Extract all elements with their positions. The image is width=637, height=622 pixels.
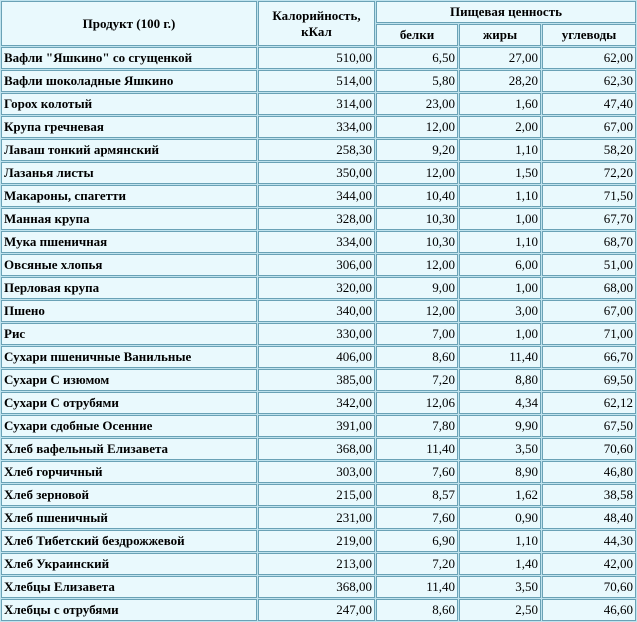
- product-name-cell: Хлебцы Елизавета: [1, 576, 257, 598]
- fat-cell: 1,00: [459, 323, 541, 345]
- fat-cell: 3,50: [459, 438, 541, 460]
- fat-cell: 1,10: [459, 530, 541, 552]
- header-row-top: [1, 1, 636, 23]
- carbs-cell: 62,00: [542, 47, 636, 69]
- calories-cell: 391,00: [258, 415, 375, 437]
- fat-cell: 3,00: [459, 300, 541, 322]
- table-body: [1, 47, 636, 621]
- carbs-cell: 38,58: [542, 484, 636, 506]
- protein-cell: 6,90: [376, 530, 458, 552]
- product-name-cell: Горох колотый: [1, 93, 257, 115]
- product-name-cell: Овсяные хлопья: [1, 254, 257, 276]
- carbs-cell: 67,70: [542, 208, 636, 230]
- carbs-cell: 62,12: [542, 392, 636, 414]
- product-name-cell: Хлебцы с отрубями: [1, 599, 257, 621]
- carbs-cell: 46,60: [542, 599, 636, 621]
- protein-cell: 7,20: [376, 553, 458, 575]
- table-row: [1, 369, 636, 391]
- product-name-cell: Хлеб зерновой: [1, 484, 257, 506]
- product-name-cell: Лаваш тонкий армянский: [1, 139, 257, 161]
- protein-cell: 7,00: [376, 323, 458, 345]
- column-header-calories: Калорийность, кКал: [258, 1, 375, 46]
- table-row: [1, 47, 636, 69]
- product-name-cell: Рис: [1, 323, 257, 345]
- table-row: [1, 162, 636, 184]
- calories-cell: 368,00: [258, 438, 375, 460]
- fat-cell: 1,62: [459, 484, 541, 506]
- product-name-cell: Крупа гречневая: [1, 116, 257, 138]
- carbs-cell: 58,20: [542, 139, 636, 161]
- protein-cell: 9,00: [376, 277, 458, 299]
- fat-cell: 1,40: [459, 553, 541, 575]
- table-header: [1, 1, 636, 46]
- calories-cell: 330,00: [258, 323, 375, 345]
- product-name-cell: Сухари С отрубями: [1, 392, 257, 414]
- fat-cell: 1,10: [459, 185, 541, 207]
- carbs-cell: 69,50: [542, 369, 636, 391]
- product-name-cell: Мука пшеничная: [1, 231, 257, 253]
- table-row: [1, 576, 636, 598]
- table-row: [1, 438, 636, 460]
- product-name-cell: Макароны, спагетти: [1, 185, 257, 207]
- table-row: [1, 70, 636, 92]
- fat-cell: 28,20: [459, 70, 541, 92]
- fat-cell: 1,60: [459, 93, 541, 115]
- protein-cell: 7,60: [376, 507, 458, 529]
- fat-cell: 3,50: [459, 576, 541, 598]
- protein-cell: 11,40: [376, 576, 458, 598]
- protein-cell: 12,00: [376, 254, 458, 276]
- protein-cell: 10,30: [376, 208, 458, 230]
- carbs-cell: 71,00: [542, 323, 636, 345]
- protein-cell: 12,00: [376, 116, 458, 138]
- table-row: [1, 507, 636, 529]
- table-row: [1, 231, 636, 253]
- carbs-cell: 67,00: [542, 116, 636, 138]
- product-name-cell: Вафли "Яшкино" со сгущенкой: [1, 47, 257, 69]
- column-header-product: Продукт (100 г.): [1, 1, 257, 46]
- carbs-cell: 68,00: [542, 277, 636, 299]
- protein-cell: 12,06: [376, 392, 458, 414]
- carbs-cell: 67,00: [542, 300, 636, 322]
- column-header-carbs: углеводы: [542, 24, 636, 46]
- calories-cell: 340,00: [258, 300, 375, 322]
- fat-cell: 2,00: [459, 116, 541, 138]
- table-row: [1, 415, 636, 437]
- column-group-header-nutrition: Пищевая ценность: [376, 1, 636, 23]
- fat-cell: 2,50: [459, 599, 541, 621]
- product-name-cell: Хлеб Украинский: [1, 553, 257, 575]
- table-row: [1, 185, 636, 207]
- protein-cell: 23,00: [376, 93, 458, 115]
- calories-cell: 258,30: [258, 139, 375, 161]
- carbs-cell: 72,20: [542, 162, 636, 184]
- calories-cell: 314,00: [258, 93, 375, 115]
- table-row: [1, 277, 636, 299]
- fat-cell: 1,50: [459, 162, 541, 184]
- calories-cell: 514,00: [258, 70, 375, 92]
- table-row: [1, 346, 636, 368]
- calories-cell: 231,00: [258, 507, 375, 529]
- carbs-cell: 51,00: [542, 254, 636, 276]
- table-row: [1, 139, 636, 161]
- carbs-cell: 47,40: [542, 93, 636, 115]
- protein-cell: 6,50: [376, 47, 458, 69]
- product-name-cell: Сухари пшеничные Ванильные: [1, 346, 257, 368]
- protein-cell: 12,00: [376, 162, 458, 184]
- calories-cell: 406,00: [258, 346, 375, 368]
- protein-cell: 8,60: [376, 599, 458, 621]
- calories-cell: 342,00: [258, 392, 375, 414]
- table-row: [1, 208, 636, 230]
- calories-cell: 510,00: [258, 47, 375, 69]
- calories-cell: 368,00: [258, 576, 375, 598]
- product-name-cell: Сухари С изюмом: [1, 369, 257, 391]
- protein-cell: 10,40: [376, 185, 458, 207]
- fat-cell: 1,00: [459, 277, 541, 299]
- table-row: [1, 323, 636, 345]
- fat-cell: 1,10: [459, 139, 541, 161]
- fat-cell: 27,00: [459, 47, 541, 69]
- calories-cell: 344,00: [258, 185, 375, 207]
- protein-cell: 7,80: [376, 415, 458, 437]
- fat-cell: 6,00: [459, 254, 541, 276]
- carbs-cell: 70,60: [542, 438, 636, 460]
- table-row: [1, 116, 636, 138]
- carbs-cell: 66,70: [542, 346, 636, 368]
- table-row: [1, 254, 636, 276]
- protein-cell: 10,30: [376, 231, 458, 253]
- protein-cell: 12,00: [376, 300, 458, 322]
- calories-cell: 334,00: [258, 116, 375, 138]
- calories-cell: 328,00: [258, 208, 375, 230]
- protein-cell: 8,57: [376, 484, 458, 506]
- product-name-cell: Хлеб Тибетский бездрожжевой: [1, 530, 257, 552]
- fat-cell: 1,00: [459, 208, 541, 230]
- carbs-cell: 42,00: [542, 553, 636, 575]
- protein-cell: 5,80: [376, 70, 458, 92]
- carbs-cell: 48,40: [542, 507, 636, 529]
- calories-cell: 334,00: [258, 231, 375, 253]
- protein-cell: 8,60: [376, 346, 458, 368]
- table-row: [1, 530, 636, 552]
- table-row: [1, 300, 636, 322]
- product-name-cell: Сухари сдобные Осенние: [1, 415, 257, 437]
- calories-cell: 320,00: [258, 277, 375, 299]
- calories-cell: 350,00: [258, 162, 375, 184]
- calories-cell: 213,00: [258, 553, 375, 575]
- product-name-cell: Вафли шоколадные Яшкино: [1, 70, 257, 92]
- product-name-cell: Хлеб пшеничный: [1, 507, 257, 529]
- carbs-cell: 67,50: [542, 415, 636, 437]
- calories-cell: 247,00: [258, 599, 375, 621]
- fat-cell: 8,80: [459, 369, 541, 391]
- product-name-cell: Манная крупа: [1, 208, 257, 230]
- column-header-fat: жиры: [459, 24, 541, 46]
- fat-cell: 4,34: [459, 392, 541, 414]
- product-name-cell: Хлеб горчичный: [1, 461, 257, 483]
- table-row: [1, 392, 636, 414]
- table-row: [1, 599, 636, 621]
- protein-cell: 11,40: [376, 438, 458, 460]
- carbs-cell: 68,70: [542, 231, 636, 253]
- carbs-cell: 62,30: [542, 70, 636, 92]
- carbs-cell: 70,60: [542, 576, 636, 598]
- calories-cell: 219,00: [258, 530, 375, 552]
- table-row: [1, 461, 636, 483]
- fat-cell: 9,90: [459, 415, 541, 437]
- protein-cell: 9,20: [376, 139, 458, 161]
- product-name-cell: Лазанья листы: [1, 162, 257, 184]
- calories-cell: 303,00: [258, 461, 375, 483]
- fat-cell: 0,90: [459, 507, 541, 529]
- column-header-protein: белки: [376, 24, 458, 46]
- carbs-cell: 71,50: [542, 185, 636, 207]
- table-row: [1, 484, 636, 506]
- protein-cell: 7,60: [376, 461, 458, 483]
- product-name-cell: Перловая крупа: [1, 277, 257, 299]
- product-name-cell: Пшено: [1, 300, 257, 322]
- protein-cell: 7,20: [376, 369, 458, 391]
- calories-cell: 385,00: [258, 369, 375, 391]
- carbs-cell: 46,80: [542, 461, 636, 483]
- calories-cell: 215,00: [258, 484, 375, 506]
- fat-cell: 1,10: [459, 231, 541, 253]
- carbs-cell: 44,30: [542, 530, 636, 552]
- calories-cell: 306,00: [258, 254, 375, 276]
- fat-cell: 11,40: [459, 346, 541, 368]
- table-row: [1, 553, 636, 575]
- product-name-cell: Хлеб вафельный Елизавета: [1, 438, 257, 460]
- table-row: [1, 93, 636, 115]
- fat-cell: 8,90: [459, 461, 541, 483]
